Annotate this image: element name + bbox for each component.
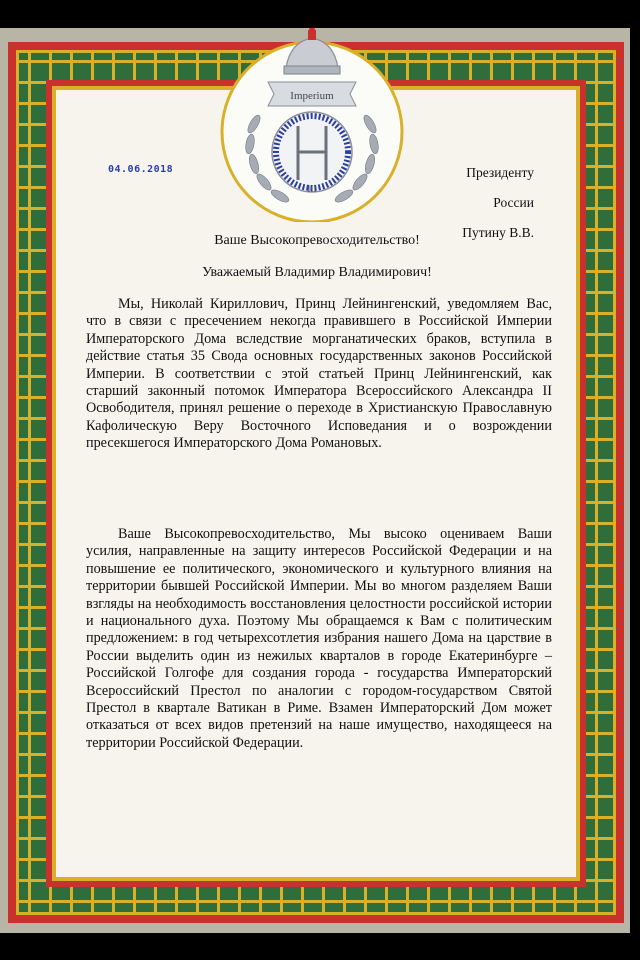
salutation-personal: Уважаемый Владимир Владимирович! [202,265,432,280]
paragraph-2 [86,526,552,752]
crown-icon [284,28,340,74]
letter-date: 04.06.2018 [108,164,174,175]
addressee-line: Президенту [466,165,534,180]
paragraph-1 [86,296,552,453]
svg-text:Imperium: Imperium [290,90,334,102]
salutation-formal: Ваше Высокопревосходительство! [214,233,420,248]
imperial-emblem [210,28,414,222]
addressee-line: России [493,195,534,210]
svg-text:III: III [307,184,317,194]
addressee-line: Путину В.В. [462,225,534,240]
paragraph-1-text: Мы, Николай Кириллович, Принц Лейнингенский, уведомляем Вас, что в связи с пресечением некогда правившего в Российской Империи Императорского Дома вследствие морганатических браков, вступила в действие статья 35 Свода основных государственных законов Российской Империи. В соответствии с этой статьей Принц Лейнингенский, как старший законный потомок Императора Всероссийского Александра II Освободителя, принял решение о переходе в Христианскую Православную Кафолическую Веру Восточного Исповедания и о возрождении пресекшегося Императорского Дома Романовых. [86,296,552,452]
banner-ribbon [268,82,356,106]
letter-photo [0,28,630,933]
paragraph-2-text: Ваше Высокопревосходительство, Мы высоко оцениваем Ваши усилия, направленные на защиту интересов Российской Федерации и на повышение ее политического, экономического и культурного влияния на территории бывшей Российской Империи. Мы во многом разделяем Ваши взгляды на необходимость восстановления целостности российской истории и национального духа. Поэтому Мы обращаемся к Вам с политическим предложением: в год четырехсотлетия избрания нашего Дома на царствие в России выделить один из нежилых кварталов в городе Екатеринбурге – Российской Голгофе для создания города - государства Императорский Всероссийский Престол по аналогии с городом-государством Святой Престол в квартале Ватикан в Риме. Взамен Императорский Дом может отказаться от всех видов претензий на наше имущество, находящееся на территории Российской Федерации. [86,526,552,751]
